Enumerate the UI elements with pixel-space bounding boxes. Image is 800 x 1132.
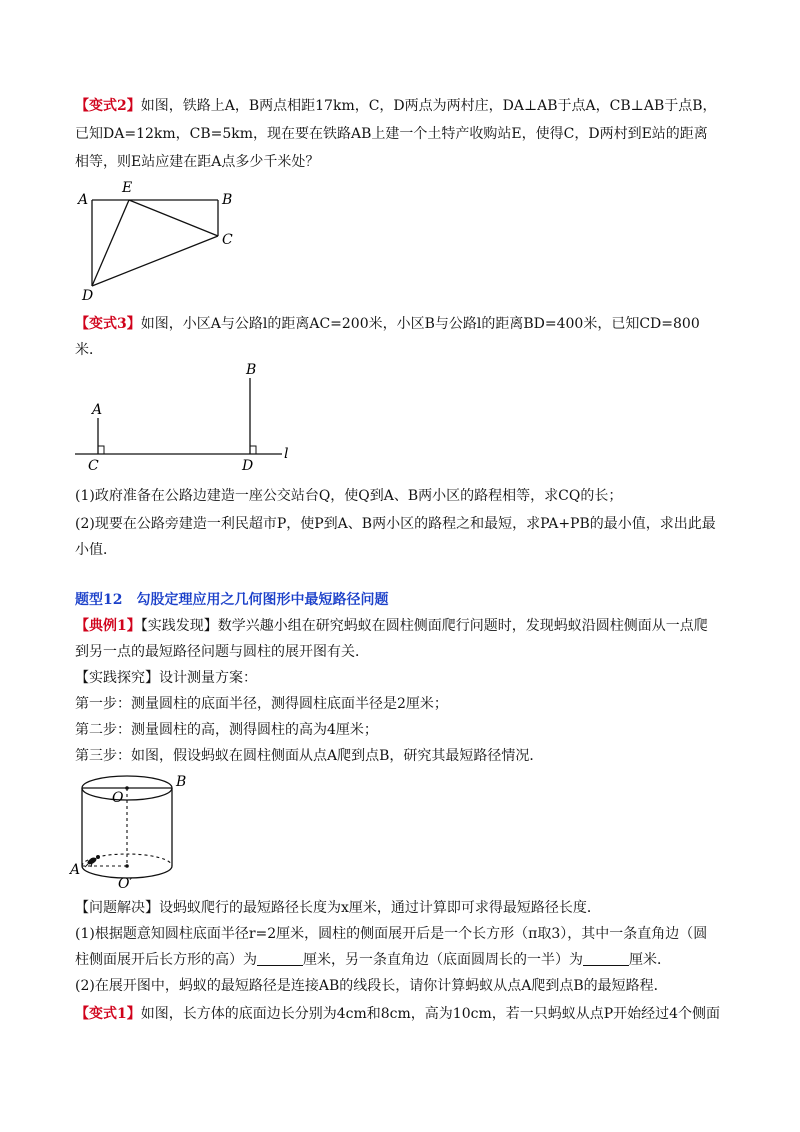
p1b-post: 厘米．: [629, 952, 671, 968]
variant2-figure: [70, 178, 250, 303]
example1-line2: 到另一点的最短路径问题与圆柱的展开图有关．: [75, 644, 369, 660]
variant3-line2: 米．: [75, 342, 103, 358]
variant3-text1: 如图，小区A与公路l的距离AC=200米，小区B与公路l的距离BD=400米，已知CD=800: [140, 316, 700, 332]
example1-text1: 【实践发现】数学兴趣小组在研究蚂蚁在圆柱侧面爬行问题时，发现蚂蚁沿圆柱侧面从一点爬: [140, 618, 708, 634]
cyl-label-a: A: [70, 862, 81, 878]
variant2-line2: 已知DA=12km，CB=5km，现在要在铁路AB上建一个土特产收购站E，使得C，D两村到E站的距离: [75, 126, 708, 142]
variant2-line1: [75, 96, 735, 116]
ant-icon: [85, 855, 100, 867]
fig2-label-d: D: [82, 288, 94, 303]
cylinder-figure: [68, 768, 198, 894]
section-title: 题型12 勾股定理应用之几何图形中最短路径问题: [75, 592, 389, 608]
variant1-text1: 如图，长方体的底面边长分别为4cm和8cm，高为10cm，若一只蚂蚁从点P开始经过4个侧面: [140, 1006, 721, 1022]
p1b-mid: 厘米，另一条直角边（底面圆周长的一半）为: [303, 952, 583, 968]
example1-step2: 第二步：测量圆柱的高，测得圆柱的高为4厘米；: [75, 722, 378, 738]
example1-step3: 第三步：如图，假设蚂蚁在圆柱侧面从点A爬到点B，研究其最短路径情况．: [75, 748, 544, 764]
fig2-label-a: A: [78, 192, 89, 208]
variant3-q2a: (2)现要在公路旁建造一利民超市P，使P到A、B两小区的路程之和最短，求PA+PB的最小值，求出此最: [75, 516, 716, 532]
example1-solve: 【问题解决】设蚂蚁爬行的最短路径长度为x厘米，通过计算即可求得最短路径长度．: [75, 900, 601, 916]
cyl-label-b: B: [176, 774, 187, 790]
answer-blank-1[interactable]: [257, 951, 303, 966]
variant3-line1: [75, 314, 735, 334]
p1b-pre: 柱侧面展开后长方形的高）为: [75, 952, 257, 968]
variant2-line3: 相等，则E站应建在距A点多少千米处？: [75, 154, 320, 170]
example1-step1: 第一步：测量圆柱的底面半径，测得圆柱底面半径是2厘米；: [75, 696, 448, 712]
fig3-label-a: A: [92, 402, 103, 418]
variant1-tag: 【变式1】: [75, 1006, 141, 1022]
variant3-q2b: 小值．: [75, 542, 117, 558]
example1-p1b: [75, 950, 735, 970]
variant2-tag: 【变式2】: [75, 98, 141, 114]
cyl-label-o: O: [112, 790, 124, 806]
example1-explore: 【实践探究】设计测量方案：: [75, 670, 257, 686]
variant3-q1: (1)政府准备在公路边建造一座公交站台Q，使Q到A、B两小区的路程相等，求CQ的长；: [75, 488, 623, 504]
fig3-label-d: D: [242, 458, 254, 472]
example1-p2: (2)在展开图中，蚂蚁的最短路径是连接AB的线段长，请你计算蚂蚁从点A爬到点B的最短路程．: [75, 978, 668, 994]
fig2-label-e: E: [122, 180, 133, 196]
variant3-tag: 【变式3】: [75, 316, 141, 332]
example1-line1: [75, 616, 735, 636]
fig3-label-c: C: [88, 458, 99, 472]
example1-tag: 【典例1】: [75, 618, 141, 634]
fig2-label-c: C: [222, 232, 233, 248]
fig3-label-l: l: [284, 446, 289, 462]
variant2-text1: 如图，铁路上A，B两点相距17km，C，D两点为两村庄，DA⊥AB于点A，CB⊥AB于点B，: [140, 98, 717, 114]
fig3-label-b: B: [246, 362, 257, 378]
example1-p1a: (1)根据题意知圆柱底面半径r=2厘米，圆柱的侧面展开后是一个长方形（π取3），其中一条直角边（圆: [75, 926, 708, 942]
variant3-figure: [70, 360, 310, 472]
answer-blank-2[interactable]: [583, 951, 629, 966]
cyl-label-o-prime: O′: [118, 876, 133, 892]
variant1-line1: [75, 1004, 735, 1024]
fig2-label-b: B: [222, 192, 233, 208]
